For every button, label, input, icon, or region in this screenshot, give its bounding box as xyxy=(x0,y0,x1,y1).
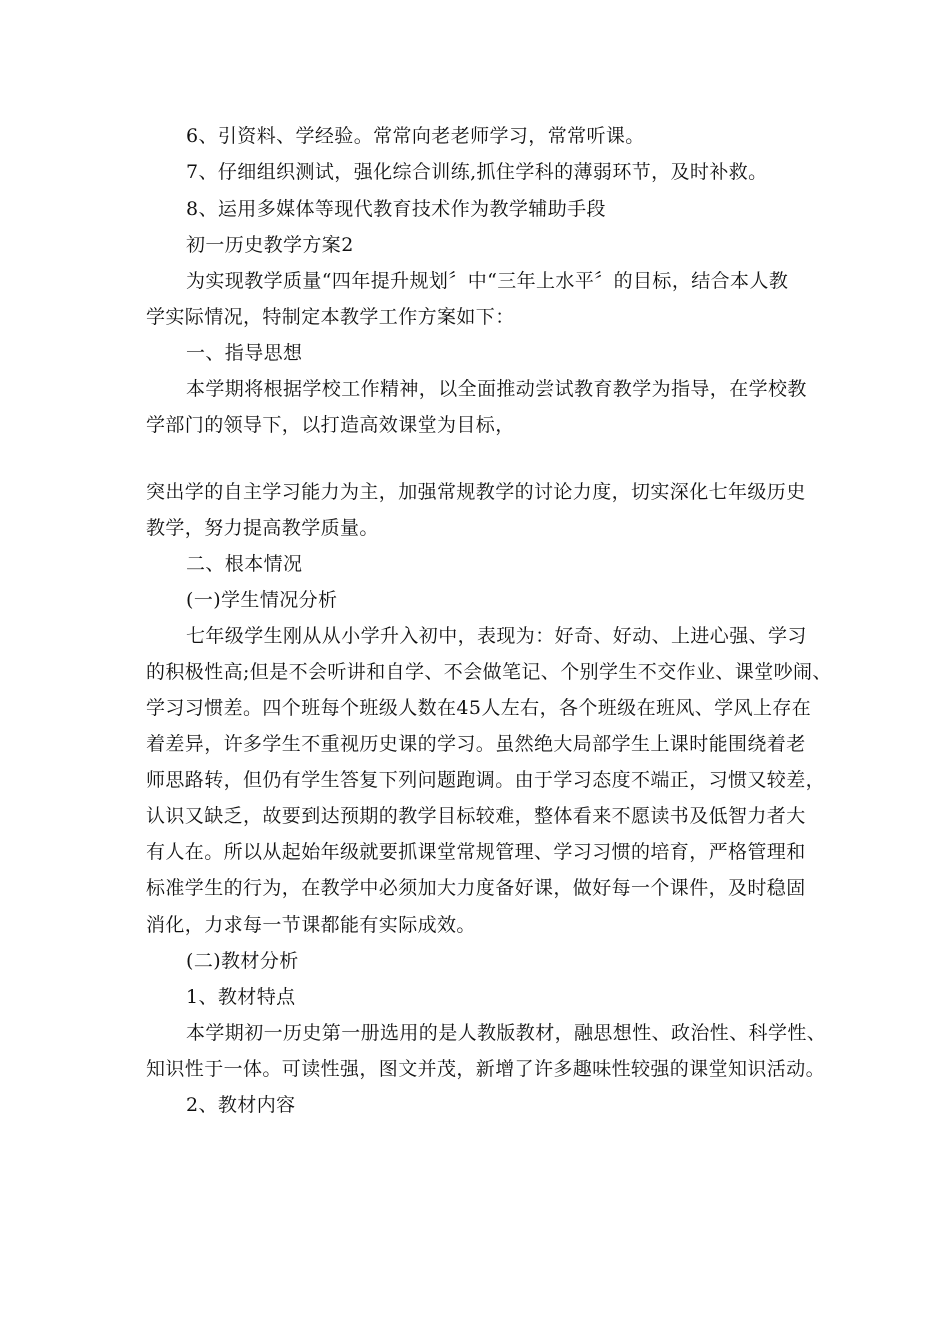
text-line: 消化，力求每一节课都能有实际成效。 xyxy=(146,914,476,936)
text-line: 教学，努力提高教学质量。 xyxy=(146,517,379,539)
subheading: (二)教材分析 xyxy=(186,950,299,972)
text-line: 的积极性高;但是不会听讲和自学、不会做笔记、个别学生不交作业、课堂吵闹、 xyxy=(146,661,832,683)
text-line: 标准学生的行为，在教学中必须加大力度备好课，做好每一个课件，及时稳固 xyxy=(146,877,806,899)
text-line: 学习习惯差。四个班每个班级人数在45人左右，各个班级在班风、学风上存在 xyxy=(146,697,812,719)
text-line: 七年级学生刚从从小学升入初中，表现为：好奇、好动、上进心强、学习 xyxy=(186,625,807,647)
text-line: 认识又缺乏，故要到达预期的教学目标较难，整体看来不愿读书及低智力者大 xyxy=(146,805,806,827)
heading: 二、根本情况 xyxy=(186,553,303,575)
text-line: 本学期初一历史第一册选用的是人教版教材，融思想性、政治性、科学性、 xyxy=(186,1022,827,1044)
text-line: 学部门的领导下，以打造高效课堂为目标， xyxy=(146,414,515,436)
subheading: 2、教材内容 xyxy=(186,1094,296,1116)
text-line: 6、引资料、学经验。常常向老老师学习，常常听课。 xyxy=(186,125,645,147)
text-line: 本学期将根据学校工作精神，以全面推动尝试教育教学为指导，在学校教 xyxy=(186,378,807,400)
text-line: 7、仔细组织测试，强化综合训练,抓住学科的薄弱环节，及时补救。 xyxy=(186,161,768,183)
text-line: 为实现教学质量“四年提升规划〞中“三年上水平〞的目标，结合本人教 xyxy=(186,270,789,292)
text-line: 学实际情况，特制定本教学工作方案如下： xyxy=(146,306,515,328)
text-line: 有人在。所以从起始年级就要抓课堂常规管理、学习习惯的培育，严格管理和 xyxy=(146,841,806,863)
text-line: 师思路转，但仍有学生答复下列问题跑调。由于学习态度不端正，习惯又较差， xyxy=(146,769,826,791)
text-line: 8、运用多媒体等现代教育技术作为教学辅助手段 xyxy=(186,198,606,220)
subheading: 1、教材特点 xyxy=(186,986,296,1008)
heading: 一、指导思想 xyxy=(186,342,303,364)
section-title: 初一历史教学方案2 xyxy=(186,234,354,256)
text-line: 突出学的自主学习能力为主，加强常规教学的讨论力度，切实深化七年级历史 xyxy=(146,481,806,503)
text-line: 知识性于一体。可读性强，图文并茂，新增了许多趣味性较强的课堂知识活动。 xyxy=(146,1058,826,1080)
subheading: (一)学生情况分析 xyxy=(186,589,338,611)
text-line: 着差异，许多学生不重视历史课的学习。虽然绝大局部学生上课时能围绕着老 xyxy=(146,733,806,755)
